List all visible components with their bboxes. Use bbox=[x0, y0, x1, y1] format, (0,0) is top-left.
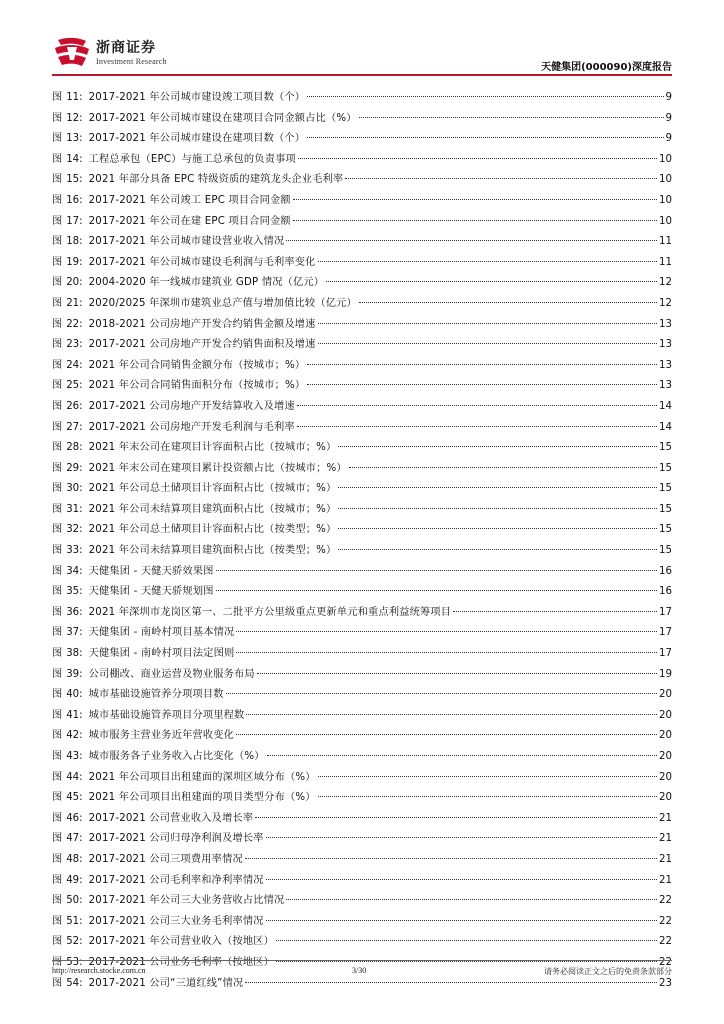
toc-entry-leader-dots bbox=[266, 837, 657, 838]
toc-entry-page: 13 bbox=[659, 339, 672, 351]
toc-entry[interactable] bbox=[52, 170, 672, 191]
toc-entry-leader-dots bbox=[255, 817, 657, 818]
toc-entry-page: 9 bbox=[665, 92, 672, 103]
toc-entry-label: 图 bbox=[52, 751, 63, 762]
toc-entry[interactable] bbox=[52, 850, 672, 871]
toc-entry-title: 2020/2025 年深圳市建筑业总产值与增加值比较（亿元） bbox=[88, 297, 357, 309]
toc-entry-number: 40: bbox=[66, 689, 83, 701]
toc-entry-label: 图 bbox=[52, 400, 63, 412]
toc-entry-number: 38: bbox=[66, 648, 83, 660]
company-logo bbox=[52, 36, 167, 70]
toc-entry-leader-dots bbox=[307, 137, 663, 138]
toc-entry-number: 42: bbox=[66, 730, 83, 742]
toc-entry[interactable] bbox=[52, 747, 672, 768]
toc-entry-title: 2017-2021 年公司营业收入（按地区） bbox=[88, 936, 275, 948]
toc-entry-label: 图 bbox=[52, 771, 63, 783]
toc-entry-page: 10 bbox=[659, 194, 672, 206]
toc-entry-title: 城市服务主营业务近年营收变化 bbox=[88, 730, 235, 742]
toc-entry-label: 图 bbox=[52, 92, 63, 103]
toc-entry-title: 2018-2021 公司房地产开发合约销售金额及增速 bbox=[88, 318, 316, 330]
toc-entry[interactable] bbox=[52, 809, 672, 830]
toc-entry-page: 15 bbox=[659, 524, 672, 536]
toc-entry-title: 2017-2021 年公司城市建设竣工项目数（个） bbox=[88, 92, 306, 103]
toc-entry-title: 2017-2021 年公司城市建设毛利润与毛利率变化 bbox=[88, 256, 316, 268]
toc-entry-page: 15 bbox=[659, 545, 672, 557]
toc-entry[interactable] bbox=[52, 623, 672, 644]
toc-entry-label: 图 bbox=[52, 730, 63, 742]
toc-entry-title: 2017-2021 年公司城市建设营业收入情况 bbox=[88, 236, 285, 248]
toc-entry-number: 25: bbox=[66, 380, 83, 392]
toc-entry-number: 49: bbox=[66, 874, 83, 886]
toc-entry-label: 图 bbox=[52, 545, 63, 557]
toc-entry-number: 41: bbox=[66, 709, 83, 721]
toc-entry-label: 图 bbox=[52, 503, 63, 515]
toc-entry-label: 图 bbox=[52, 421, 63, 433]
toc-entry-page: 20 bbox=[659, 730, 672, 742]
toc-entry-title: 2017-2021 公司营业收入及增长率 bbox=[88, 812, 254, 824]
toc-entry-page: 12 bbox=[659, 297, 672, 309]
toc-entry-title: 城市基础设施管养项目分项里程数 bbox=[88, 709, 245, 721]
toc-entry-number: 29: bbox=[66, 462, 83, 474]
toc-entry-label: 图 bbox=[52, 812, 63, 824]
toc-entry-label: 图 bbox=[52, 256, 63, 268]
toc-entry-label: 图 bbox=[52, 606, 63, 618]
toc-entry-number: 12: bbox=[66, 112, 83, 124]
toc-entry-page: 15 bbox=[659, 442, 672, 454]
toc-entry-leader-dots bbox=[297, 426, 657, 427]
toc-entry-label: 图 bbox=[52, 915, 63, 927]
toc-entry-number: 36: bbox=[66, 606, 83, 618]
toc-entry-page: 15 bbox=[659, 462, 672, 474]
toc-entry-leader-dots bbox=[216, 570, 657, 571]
toc-entry-title: 2021 年公司项目出租建面的深圳区域分布（%） bbox=[88, 771, 316, 783]
toc-entry-number: 47: bbox=[66, 833, 83, 845]
toc-entry-page: 16 bbox=[659, 586, 672, 598]
toc-entry-label: 图 bbox=[52, 977, 63, 989]
toc-entry-leader-dots bbox=[246, 714, 657, 715]
toc-entry-page: 23 bbox=[659, 977, 672, 989]
toc-entry-leader-dots bbox=[216, 590, 657, 591]
toc-entry[interactable] bbox=[52, 191, 672, 212]
toc-entry[interactable] bbox=[52, 706, 672, 727]
toc-entry-label: 图 bbox=[52, 524, 63, 536]
toc-entry-leader-dots bbox=[338, 446, 657, 447]
toc-entry-title: 2017-2021 公司业务毛利率（按地区） bbox=[88, 956, 275, 968]
toc-entry-label: 图 bbox=[52, 236, 63, 248]
toc-entry-leader-dots bbox=[267, 755, 657, 756]
toc-entry-label: 图 bbox=[52, 689, 63, 701]
footer-divider bbox=[52, 960, 672, 961]
toc-entry-leader-dots bbox=[276, 940, 657, 941]
toc-entry-label: 图 bbox=[52, 792, 63, 804]
toc-entry-page: 14 bbox=[659, 400, 672, 412]
toc-entry-number: 50: bbox=[66, 895, 83, 907]
toc-entry-number: 39: bbox=[66, 668, 83, 680]
toc-entry-leader-dots bbox=[345, 178, 657, 179]
toc-entry[interactable] bbox=[52, 397, 672, 418]
toc-entry[interactable] bbox=[52, 603, 672, 624]
toc-entry[interactable] bbox=[52, 520, 672, 541]
toc-entry-page: 22 bbox=[659, 936, 672, 948]
toc-entry-title: 2021 年公司未结算项目建筑面积占比（按类型；%） bbox=[88, 545, 337, 557]
toc-entry-leader-dots bbox=[307, 384, 657, 385]
toc-entry-label: 图 bbox=[52, 174, 63, 186]
toc-entry-label: 图 bbox=[52, 339, 63, 351]
toc-entry-title: 公司棚改、商业运营及物业服务布局 bbox=[88, 668, 255, 680]
toc-entry-number: 17: bbox=[66, 215, 83, 227]
toc-entry[interactable] bbox=[52, 685, 672, 706]
toc-entry-number: 11: bbox=[66, 92, 83, 103]
toc-entry[interactable] bbox=[52, 356, 672, 377]
logo-chinese-name: 浙商证券 bbox=[96, 39, 156, 56]
toc-entry-label: 图 bbox=[52, 895, 63, 907]
toc-entry-title: 2017-2021 公司房地产开发毛利润与毛利率 bbox=[88, 421, 295, 433]
toc-entry-leader-dots bbox=[318, 261, 657, 262]
toc-entry-leader-dots bbox=[318, 796, 657, 797]
toc-entry-number: 35: bbox=[66, 586, 83, 598]
toc-entry-label: 图 bbox=[52, 627, 63, 639]
toc-entry-leader-dots bbox=[307, 96, 663, 97]
toc-entry-leader-dots bbox=[236, 652, 657, 653]
toc-entry[interactable] bbox=[52, 253, 672, 274]
toc-entry[interactable] bbox=[52, 335, 672, 356]
toc-entry-leader-dots bbox=[307, 364, 657, 365]
zheshang-securities-logo-icon bbox=[52, 36, 92, 70]
toc-entry-title: 2021 年末公司在建项目计容面积占比（按城市；%） bbox=[88, 442, 337, 454]
toc-entry[interactable] bbox=[52, 912, 672, 933]
toc-entry[interactable] bbox=[52, 665, 672, 686]
toc-entry-page: 13 bbox=[659, 318, 672, 330]
toc-entry-page: 13 bbox=[659, 380, 672, 392]
toc-entry-page: 20 bbox=[659, 792, 672, 804]
toc-entry-label: 图 bbox=[52, 462, 63, 474]
toc-entry-title: 2017-2021 公司房地产开发合约销售面积及增速 bbox=[88, 339, 316, 351]
toc-entry[interactable] bbox=[52, 273, 672, 294]
toc-entry-title: 2017-2021 年公司竣工 EPC 项目合同金额 bbox=[88, 194, 291, 206]
toc-entry-label: 图 bbox=[52, 153, 63, 165]
toc-entry-number: 18: bbox=[66, 236, 83, 248]
toc-entry[interactable] bbox=[52, 871, 672, 892]
toc-entry[interactable] bbox=[52, 294, 672, 315]
toc-entry-title: 2017-2021 公司“三道红线”情况 bbox=[88, 977, 244, 989]
toc-entry-number: 28: bbox=[66, 442, 83, 454]
toc-entry-number: 34: bbox=[66, 565, 83, 577]
toc-entry-page: 10 bbox=[659, 153, 672, 165]
toc-entry-title: 2017-2021 年公司三大业务营收占比情况 bbox=[88, 895, 285, 907]
toc-entry[interactable] bbox=[52, 644, 672, 665]
toc-entry[interactable] bbox=[52, 479, 672, 500]
toc-entry-number: 43: bbox=[66, 751, 83, 762]
toc-entry-leader-dots bbox=[245, 858, 657, 859]
toc-entry-page: 17 bbox=[659, 648, 672, 660]
toc-entry-leader-dots bbox=[359, 117, 664, 118]
toc-entry-page: 10 bbox=[659, 215, 672, 227]
toc-entry-leader-dots bbox=[338, 549, 657, 550]
toc-entry-leader-dots bbox=[338, 508, 657, 509]
toc-entry-title: 2021 年公司项目出租建面的项目类型分布（%） bbox=[88, 792, 316, 804]
toc-entry-title: 2017-2021 公司房地产开发结算收入及增速 bbox=[88, 400, 295, 412]
toc-entry-page: 9 bbox=[665, 112, 672, 124]
toc-entry-leader-dots bbox=[349, 467, 657, 468]
toc-entry[interactable] bbox=[52, 232, 672, 253]
toc-entry-leader-dots bbox=[236, 734, 657, 735]
toc-entry-number: 32: bbox=[66, 524, 83, 536]
toc-entry-page: 22 bbox=[659, 956, 672, 968]
toc-entry-number: 45: bbox=[66, 792, 83, 804]
toc-entry-title: 2017-2021 公司三项费用率情况 bbox=[88, 853, 243, 865]
toc-entry-title: 2017-2021 年公司在建 EPC 项目合同金额 bbox=[88, 215, 291, 227]
toc-entry-label: 图 bbox=[52, 586, 63, 598]
toc-entry-page: 21 bbox=[659, 812, 672, 824]
toc-entry-number: 20: bbox=[66, 277, 83, 289]
toc-entry-leader-dots bbox=[293, 220, 657, 221]
toc-entry-number: 13: bbox=[66, 133, 83, 145]
toc-entry-title: 城市服务各子业务收入占比变化（%） bbox=[88, 751, 265, 762]
toc-entry-label: 图 bbox=[52, 442, 63, 454]
toc-entry-page: 20 bbox=[659, 689, 672, 701]
toc-entry-label: 图 bbox=[52, 380, 63, 392]
toc-entry-number: 51: bbox=[66, 915, 83, 927]
toc-entry-title: 2021 年部分具备 EPC 特级资质的建筑龙头企业毛利率 bbox=[88, 174, 344, 186]
toc-entry-leader-dots bbox=[245, 982, 657, 983]
toc-entry-page: 22 bbox=[659, 915, 672, 927]
toc-entry[interactable] bbox=[52, 541, 672, 562]
toc-entry-leader-dots bbox=[318, 776, 657, 777]
toc-entry-number: 23: bbox=[66, 339, 83, 351]
toc-entry-title: 2021 年公司总土储项目计容面积占比（按类型；%） bbox=[88, 524, 337, 536]
disclaimer-note: 请务必阅读正文之后的免责条款部分 bbox=[544, 967, 672, 976]
toc-entry-number: 14: bbox=[66, 153, 83, 165]
toc-entry-label: 图 bbox=[52, 112, 63, 124]
toc-entry-leader-dots bbox=[266, 879, 657, 880]
toc-entry-title: 天健集团 - 天健天骄效果图 bbox=[88, 565, 214, 577]
toc-entry-page: 14 bbox=[659, 421, 672, 433]
toc-entry-page: 21 bbox=[659, 833, 672, 845]
toc-entry-leader-dots bbox=[338, 487, 657, 488]
toc-entry-leader-dots bbox=[266, 920, 657, 921]
toc-entry-title: 2021 年公司未结算项目建筑面积占比（按城市；%） bbox=[88, 503, 337, 515]
footer-url-link[interactable]: http://research.stocke.com.cn bbox=[52, 966, 146, 975]
toc-entry[interactable] bbox=[52, 768, 672, 789]
toc-entry-leader-dots bbox=[286, 899, 657, 900]
page-number: 3/30 bbox=[352, 966, 367, 975]
toc-entry-number: 44: bbox=[66, 771, 83, 783]
toc-entry-label: 图 bbox=[52, 833, 63, 845]
toc-entry-label: 图 bbox=[52, 853, 63, 865]
toc-entry[interactable] bbox=[52, 129, 672, 150]
toc-entry-leader-dots bbox=[359, 302, 657, 303]
toc-entry-page: 21 bbox=[659, 874, 672, 886]
toc-entry-title: 2004-2020 年一线城市建筑业 GDP 情况（亿元） bbox=[88, 277, 325, 289]
toc-entry[interactable] bbox=[52, 891, 672, 912]
toc-entry-label: 图 bbox=[52, 874, 63, 886]
toc-entry-number: 16: bbox=[66, 194, 83, 206]
toc-entry-page: 22 bbox=[659, 895, 672, 907]
toc-entry-label: 图 bbox=[52, 194, 63, 206]
toc-entry-leader-dots bbox=[326, 281, 657, 282]
toc-entry-page: 15 bbox=[659, 503, 672, 515]
toc-entry-page: 10 bbox=[659, 174, 672, 186]
toc-entry-page: 17 bbox=[659, 606, 672, 618]
toc-entry[interactable] bbox=[52, 88, 672, 109]
toc-entry-label: 图 bbox=[52, 565, 63, 577]
toc-entry-page: 15 bbox=[659, 483, 672, 495]
toc-entry-title: 城市基础设施管养分项项目数 bbox=[88, 689, 224, 701]
toc-entry-label: 图 bbox=[52, 277, 63, 289]
toc-entry-page: 11 bbox=[659, 256, 672, 268]
toc-entry-title: 2021 年深圳市龙岗区第一、二批平方公里级重点更新单元和重点利益统筹项目 bbox=[88, 606, 452, 618]
toc-entry-label: 图 bbox=[52, 956, 63, 968]
toc-entry-number: 33: bbox=[66, 545, 83, 557]
toc-entry-title: 2021 年公司合同销售金额分布（按城市；%） bbox=[88, 359, 306, 371]
toc-entry-number: 53: bbox=[66, 956, 83, 968]
toc-entry-leader-dots bbox=[286, 240, 657, 241]
toc-entry-number: 19: bbox=[66, 256, 83, 268]
toc-entry-page: 16 bbox=[659, 565, 672, 577]
header-divider bbox=[52, 74, 672, 76]
toc-entry-title: 2021 年公司总土储项目计容面积占比（按城市；%） bbox=[88, 483, 337, 495]
toc-entry-label: 图 bbox=[52, 709, 63, 721]
toc-entry-page: 21 bbox=[659, 853, 672, 865]
toc-entry-number: 26: bbox=[66, 400, 83, 412]
page-footer bbox=[52, 966, 672, 980]
toc-entry-page: 11 bbox=[659, 236, 672, 248]
toc-entry-leader-dots bbox=[453, 611, 657, 612]
toc-entry-number: 48: bbox=[66, 853, 83, 865]
toc-entry-page: 13 bbox=[659, 359, 672, 371]
toc-entry-leader-dots bbox=[276, 961, 657, 962]
toc-entry[interactable] bbox=[52, 562, 672, 583]
toc-entry-label: 图 bbox=[52, 297, 63, 309]
toc-entry-title: 天健集团 - 南岭村项目法定图则 bbox=[88, 648, 235, 660]
toc-entry-leader-dots bbox=[226, 693, 657, 694]
toc-entry-page: 17 bbox=[659, 627, 672, 639]
logo-english-name: Investment Research bbox=[96, 56, 167, 66]
figure-list bbox=[52, 88, 672, 994]
report-title: 天健集团(000090)深度报告 bbox=[541, 62, 672, 73]
toc-entry-label: 图 bbox=[52, 936, 63, 948]
toc-entry-number: 31: bbox=[66, 503, 83, 515]
toc-entry-number: 22: bbox=[66, 318, 83, 330]
toc-entry-title: 工程总承包（EPC）与施工总承包的负责事项 bbox=[88, 153, 296, 165]
toc-entry-label: 图 bbox=[52, 318, 63, 330]
toc-entry-number: 15: bbox=[66, 174, 83, 186]
toc-entry-leader-dots bbox=[257, 673, 657, 674]
toc-entry-label: 图 bbox=[52, 215, 63, 227]
toc-entry[interactable] bbox=[52, 438, 672, 459]
toc-entry[interactable] bbox=[52, 212, 672, 233]
toc-entry[interactable] bbox=[52, 932, 672, 953]
toc-entry-label: 图 bbox=[52, 133, 63, 145]
toc-entry-leader-dots bbox=[318, 343, 657, 344]
toc-entry-label: 图 bbox=[52, 668, 63, 680]
toc-entry-title: 天健集团 - 南岭村项目基本情况 bbox=[88, 627, 235, 639]
toc-entry-leader-dots bbox=[236, 631, 657, 632]
toc-entry-page: 12 bbox=[659, 277, 672, 289]
toc-entry[interactable] bbox=[52, 109, 672, 130]
toc-entry[interactable] bbox=[52, 315, 672, 336]
toc-entry-page: 20 bbox=[659, 709, 672, 721]
toc-entry-leader-dots bbox=[298, 158, 657, 159]
toc-entry-number: 46: bbox=[66, 812, 83, 824]
toc-entry-number: 21: bbox=[66, 297, 83, 309]
toc-entry[interactable] bbox=[52, 150, 672, 171]
toc-entry-page: 20 bbox=[659, 771, 672, 783]
toc-entry-number: 52: bbox=[66, 936, 83, 948]
toc-entry[interactable] bbox=[52, 376, 672, 397]
toc-entry-title: 天健集团 - 天健天骄规划图 bbox=[88, 586, 214, 598]
toc-entry[interactable] bbox=[52, 459, 672, 480]
toc-entry-label: 图 bbox=[52, 483, 63, 495]
toc-entry-leader-dots bbox=[318, 323, 657, 324]
page-header bbox=[52, 34, 672, 76]
toc-entry-leader-dots bbox=[338, 528, 657, 529]
toc-entry-title: 2017-2021 年公司城市建设在建项目数（个） bbox=[88, 133, 306, 145]
toc-entry-label: 图 bbox=[52, 648, 63, 660]
toc-entry-number: 37: bbox=[66, 627, 83, 639]
toc-entry[interactable] bbox=[52, 418, 672, 439]
toc-entry[interactable] bbox=[52, 726, 672, 747]
toc-entry-title: 2021 年末公司在建项目累计投资额占比（按城市；%） bbox=[88, 462, 347, 474]
toc-entry-page: 19 bbox=[659, 668, 672, 680]
toc-entry-title: 2017-2021 公司归母净利润及增长率 bbox=[88, 833, 264, 845]
toc-entry-title: 2017-2021 公司毛利率和净利率情况 bbox=[88, 874, 264, 886]
toc-entry-leader-dots bbox=[297, 405, 657, 406]
toc-entry-title: 2017-2021 公司三大业务毛利率情况 bbox=[88, 915, 264, 927]
toc-entry-number: 24: bbox=[66, 359, 83, 371]
toc-entry[interactable] bbox=[52, 829, 672, 850]
toc-entry[interactable] bbox=[52, 788, 672, 809]
toc-entry-number: 30: bbox=[66, 483, 83, 495]
toc-entry-page: 20 bbox=[659, 751, 672, 762]
toc-entry-page: 9 bbox=[665, 133, 672, 145]
toc-entry-number: 27: bbox=[66, 421, 83, 433]
toc-entry[interactable] bbox=[52, 582, 672, 603]
toc-entry-title: 2021 年公司合同销售面积分布（按城市；%） bbox=[88, 380, 306, 392]
toc-entry-title: 2017-2021 年公司城市建设在建项目合同金额占比（%） bbox=[88, 112, 357, 124]
toc-entry-number: 54: bbox=[66, 977, 83, 989]
toc-entry-label: 图 bbox=[52, 359, 63, 371]
toc-entry[interactable] bbox=[52, 500, 672, 521]
toc-entry-leader-dots bbox=[293, 199, 657, 200]
